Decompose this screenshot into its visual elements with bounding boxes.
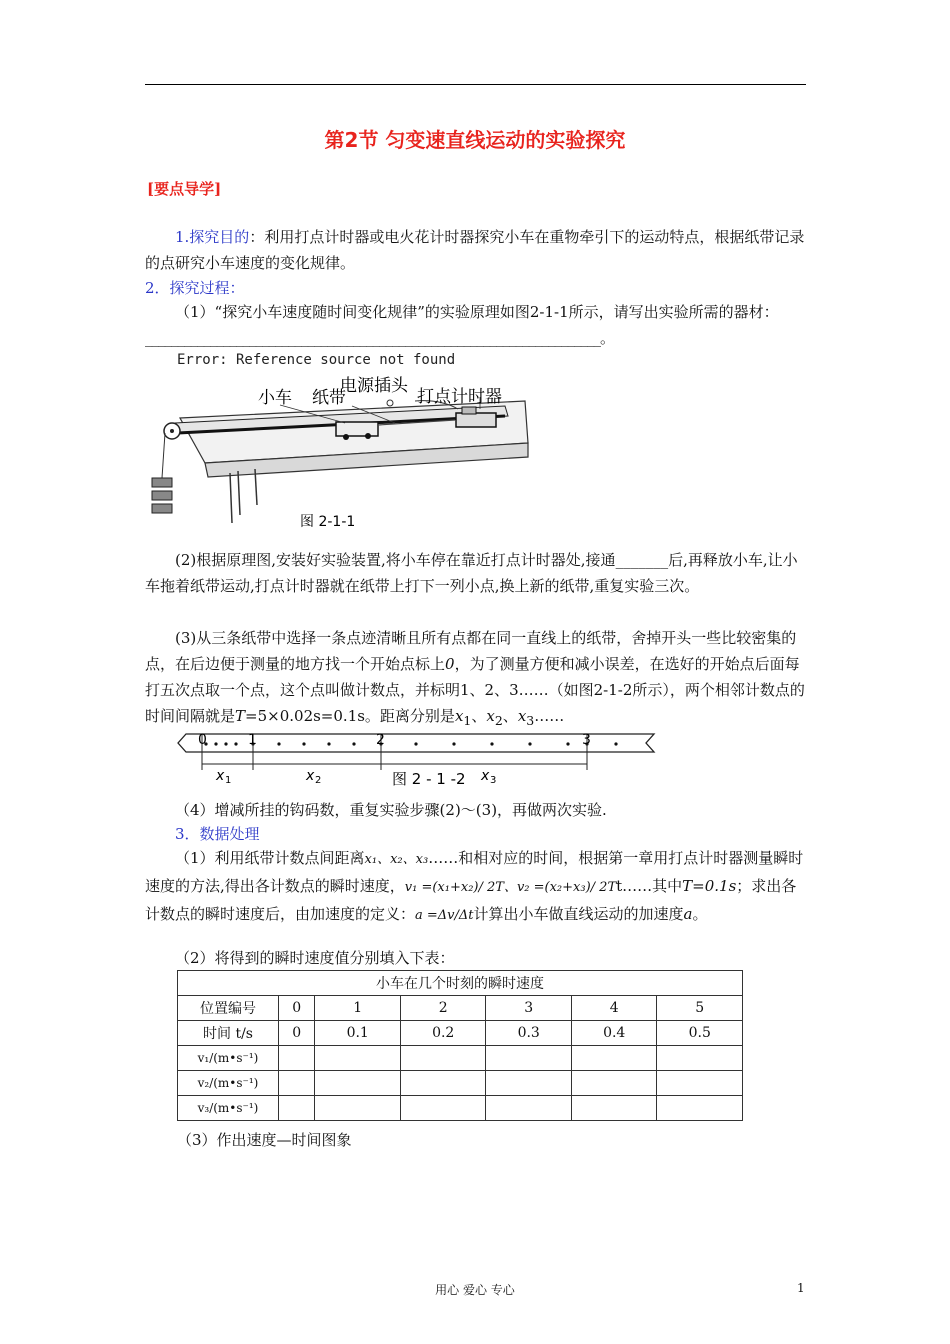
- step3-period: T: [235, 707, 246, 725]
- proc1-formula-v1: v₁ =(x₁+x₂)/ 2T、: [404, 880, 517, 895]
- step4-text: （4）增减所挂的钩码数，重复实验步骤(2)～(3)，再做两次实验.: [175, 801, 607, 819]
- proc1-accel-def: a =Δv/Δt: [415, 908, 474, 923]
- table-cell: 4: [571, 996, 657, 1021]
- table-cell: [315, 1071, 401, 1096]
- page-footer: 用心 爱心 专心: [435, 1283, 515, 1297]
- label-timer: 打点计时器: [417, 387, 502, 407]
- table-cell: [657, 1071, 743, 1096]
- step3-tail: ……: [534, 707, 565, 725]
- proc1-formula-v2: v₂ =(x₂+x₃)/ 2T: [516, 880, 617, 895]
- item2-label: 2．探究过程：: [145, 279, 245, 297]
- table-cell: 0.1: [315, 1021, 401, 1046]
- tape-x2-sub: 2: [315, 775, 322, 786]
- table-cell: 1: [315, 996, 401, 1021]
- proc3-text: （3）作出速度—时间图象: [177, 1131, 352, 1149]
- step3-x2-sub: 2: [494, 713, 503, 728]
- table-cell: 2: [400, 996, 486, 1021]
- proc1-end: 。: [692, 905, 708, 923]
- table-cell: 0.3: [486, 1021, 572, 1046]
- page-title: 第2节 匀变速直线运动的实验探究: [324, 128, 626, 152]
- table-cell: [486, 1046, 572, 1071]
- table-cell: [571, 1071, 657, 1096]
- tape-label-3: 3: [582, 732, 591, 748]
- step3-origin: 0: [445, 655, 455, 673]
- step3-x2: x: [486, 707, 495, 725]
- step3-sep1: 、: [471, 707, 487, 725]
- table-cell: [315, 1046, 401, 1071]
- tape-label-1: 1: [248, 732, 257, 748]
- section-heading: [要点导学]: [147, 180, 222, 198]
- table-cell: [400, 1096, 486, 1121]
- table-cell: [571, 1096, 657, 1121]
- table-cell: [486, 1096, 572, 1121]
- step3-text-c: =5×0.02s=0.1s。距离分别是: [245, 707, 455, 725]
- table-cell: 5: [657, 996, 743, 1021]
- step2-text-b: 后,再释放小车,让小车拖着纸带运动,打点计时器就在纸带上打下一列小点,换上新的纸带,重复实验三次。: [145, 551, 798, 595]
- proc2-text: （2）将得到的瞬时速度值分别填入下表：: [175, 949, 455, 967]
- row-label: v₁/(m•s⁻¹): [178, 1046, 279, 1071]
- figure-paper-tape: [176, 728, 666, 790]
- table-cell: [279, 1046, 315, 1071]
- error-text: Error: Reference source not found: [177, 352, 456, 368]
- step4-paragraph: [145, 797, 810, 823]
- table-row-time: [178, 1021, 743, 1046]
- step3-paragraph: [145, 625, 810, 734]
- step3-sep2: 、: [502, 707, 518, 725]
- row-label: 时间 t/s: [178, 1021, 279, 1046]
- table-cell: 3: [486, 996, 572, 1021]
- proc1-paragraph: [145, 845, 810, 929]
- step3-x1-sub: 1: [463, 713, 472, 728]
- table-cell: [657, 1046, 743, 1071]
- velocity-table: [177, 970, 743, 1121]
- table-cell: [315, 1096, 401, 1121]
- label-car: 小车: [258, 388, 292, 408]
- tape-x2: x: [306, 768, 315, 784]
- table-title: 小车在几个时刻的瞬时速度: [178, 971, 743, 996]
- page-number: 1: [797, 1281, 805, 1295]
- tape-label-2: 2: [376, 732, 385, 748]
- table-cell: 0: [279, 996, 315, 1021]
- label-tape: 纸带: [312, 388, 346, 408]
- table-cell: 0.4: [571, 1021, 657, 1046]
- step3-x3-sub: 3: [526, 713, 535, 728]
- proc1-period: T=0.1s: [682, 877, 737, 895]
- row-label: 位置编号: [178, 996, 279, 1021]
- proc1-text-c: t……其中: [616, 877, 683, 895]
- figure2-caption: 图 2 - 1 -2: [392, 770, 466, 788]
- table-cell: [400, 1071, 486, 1096]
- table-cell: [400, 1046, 486, 1071]
- table-cell: 0.2: [400, 1021, 486, 1046]
- step3-x3: x: [517, 707, 527, 725]
- tape-x3-sub: 3: [490, 775, 497, 786]
- item1-paragraph: [145, 224, 810, 276]
- step2-blank: _______: [615, 551, 669, 569]
- table-cell: 0.5: [657, 1021, 743, 1046]
- step1-text: （1）“探究小车速度随时间变化规律”的实验原理如图2-1-1所示，请写出实验所需的器材：: [175, 303, 779, 321]
- step3-x1: x: [454, 707, 464, 725]
- row-label: v₂/(m•s⁻¹): [178, 1071, 279, 1096]
- proc1-accel-symbol: a: [683, 905, 693, 923]
- proc1-text-a: （1）利用纸带计数点间距离: [175, 849, 365, 867]
- proc1-text-e: 计算出小车做直线运动的加速度: [473, 905, 684, 923]
- label-power-plug: 电源插头: [340, 376, 408, 396]
- step1-blank: ______________________________________________________________________。: [145, 329, 615, 347]
- table-cell: [571, 1046, 657, 1071]
- step3-text-a: (3)从三条纸带中选择一条点迹清晰且所有点都在同一直线上的纸带，舍掉开头一些比较密集的点，在后边便于测量的地方找一个开始点标上: [145, 629, 797, 673]
- item3-label: 3．数据处理: [175, 825, 260, 843]
- table-cell: [279, 1096, 315, 1121]
- tape-label-0: 0: [198, 732, 207, 748]
- table-cell: 0: [279, 1021, 315, 1046]
- header-rule: [145, 84, 806, 85]
- item1-label: 1.探究目的: [175, 228, 250, 246]
- step1-paragraph: [145, 299, 810, 351]
- proc1-text-b: ……和相对应的时间，根据第一章用打点计时器测量瞬时速度的方法,得出各计数点的瞬时速度，: [145, 849, 804, 895]
- table-row-v3: [178, 1096, 743, 1121]
- proc1-vars: x₁、x₂、x₃: [364, 852, 429, 867]
- figure1-caption: 图 2-1-1: [300, 514, 356, 530]
- figure-apparatus: [140, 373, 540, 530]
- step2-text-a: (2)根据原理图,安装好实验装置,将小车停在靠近打点计时器处,接通: [175, 551, 616, 569]
- item1-text: ：利用打点计时器或电火花计时器探究小车在重物牵引下的运动特点，根据纸带记录的点研究小车速度的变化规律。: [145, 228, 805, 272]
- tape-x1-sub: 1: [225, 775, 232, 786]
- tape-x3: x: [481, 768, 490, 784]
- step2-paragraph: [145, 547, 810, 599]
- table-title-row: [178, 971, 743, 996]
- step3-text-b: ，为了测量方便和减小误差，在选好的开始点后面每打五次点取一个点，这个点叫做计数点，并标明1、2、3……（如图2-1-2所示），两个相邻计数点的时间间隔就是: [145, 655, 805, 725]
- table-row-position: [178, 996, 743, 1021]
- table-cell: [486, 1071, 572, 1096]
- table-row-v2: [178, 1071, 743, 1096]
- tape-x1: x: [216, 768, 225, 784]
- row-label: v₃/(m•s⁻¹): [178, 1096, 279, 1121]
- table-row-v1: [178, 1046, 743, 1071]
- table-cell: [279, 1071, 315, 1096]
- proc1-text-d: ；求出各计数点的瞬时速度后，由加速度的定义：: [145, 877, 797, 923]
- table-cell: [657, 1096, 743, 1121]
